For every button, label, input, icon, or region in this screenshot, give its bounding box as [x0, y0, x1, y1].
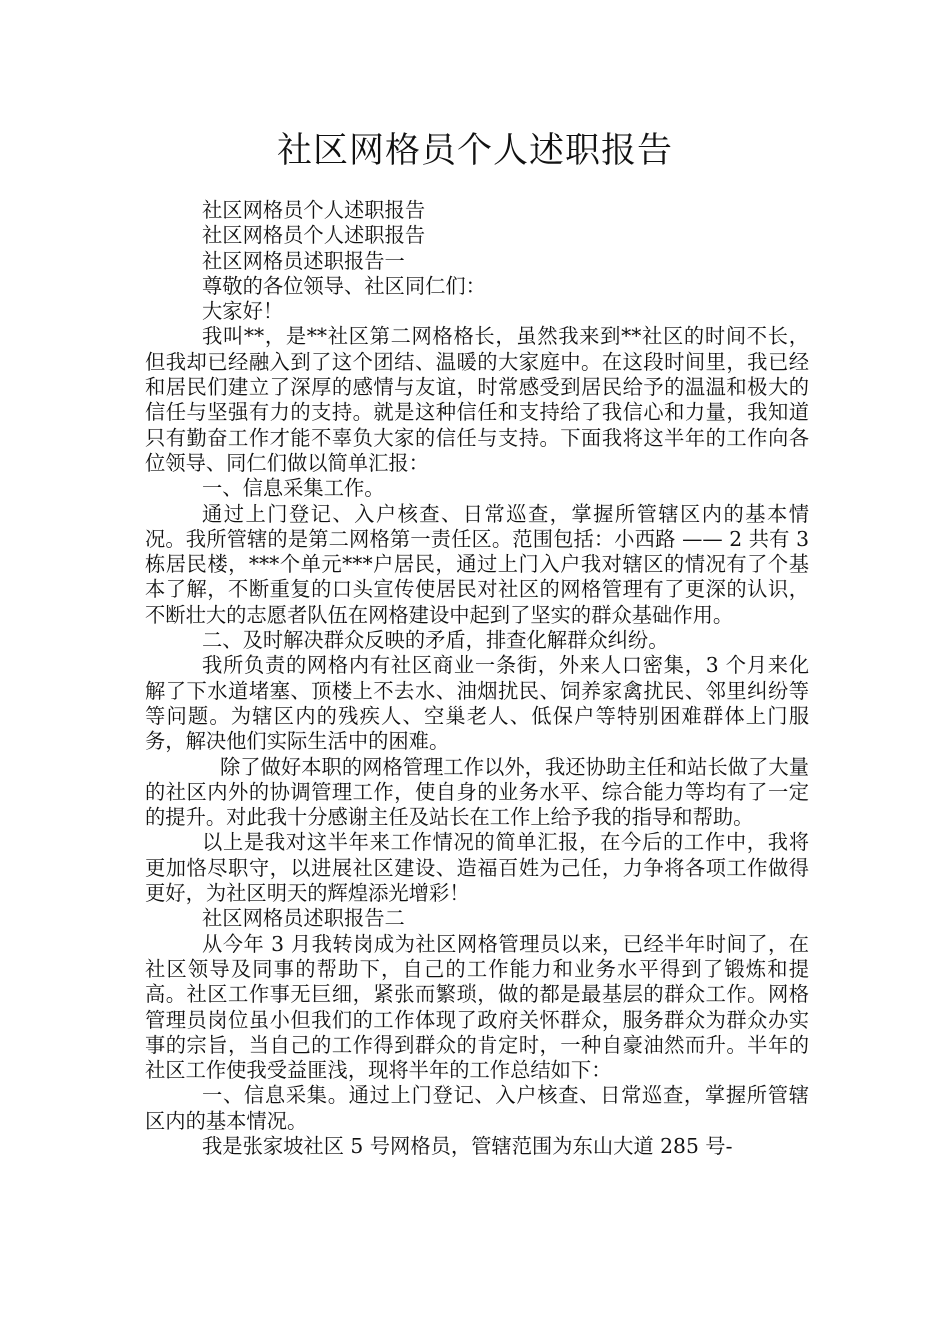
paragraph: 我叫**，是**社区第二网格格长，虽然我来到**社区的时间不长，但我却已经融入到了这个团结、温暖的大家庭中。在这段时间里，我已经和居民们建立了深厚的感情与友谊，时常感受到居民给予的温温和极大的信任与坚强有力的支持。就是这种信任和支持给了我信心和力量，我知道只有勤奋工作才能不辜负大家的信任与支持。下面我将这半年的工作向各位领导、同仁们做以简单汇报： — [145, 324, 809, 475]
paragraph: 通过上门登记、入户核查、日常巡查，掌握所管辖区内的基本情况。我所管辖的是第二网格第一责任区。范围包括：小西路 —— 2 共有 3 栋居民楼，***个单元***户居民，通过上门入户我对辖区的情况有了个基本了解，不断重复的口头宣传使居民对社区的网格管理有了更深的认识，不断壮大的志愿者队伍在网格建设中起到了坚实的群众基础作用。 — [145, 501, 809, 627]
section-heading: 社区网格员述职报告一 — [202, 248, 405, 273]
paragraph: 一、信息采集。通过上门登记、入户核查、日常巡查，掌握所管辖区内的基本情况。 — [145, 1083, 809, 1133]
section-heading: 一、信息采集工作。 — [202, 476, 385, 501]
paragraph: 从今年 3 月我转岗成为社区网格管理员以来，已经半年时间了，在社区领导及同事的帮助下，自己的工作能力和业务水平得到了锻炼和提高。社区工作事无巨细，紧张而繁琐，做的都是最基层的群众工作。网格管理员岗位虽小但我们的工作体现了政府关怀群众，服务群众为群众办实事的宗旨，当自己的工作得到群众的肯定时，一种自豪油然而升。半年的社区工作使我受益匪浅，现将半年的工作总结如下： — [145, 931, 809, 1083]
paragraph: 我是张家坡社区 5 号网格员，管辖范围为东山大道 285 号- — [202, 1133, 733, 1158]
paragraph: 除了做好本职的网格管理工作以外，我还协助主任和站长做了大量的社区内外的协调管理工作，使自身的业务水平、综合能力等均有了一定的提升。对此我十分感谢主任及站长在工作上给予我的指导和帮助。 — [145, 754, 809, 830]
paragraph: 我所负责的网格内有社区商业一条街，外来人口密集，3 个月来化解了下水道堵塞、顶楼上不去水、油烟扰民、饲养家禽扰民、邻里纠纷等等问题。为辖区内的残疾人、空巢老人、低保户等特别困难群体上门服务，解决他们实际生活中的困难。 — [145, 653, 809, 754]
section-heading: 二、及时解决群众反映的矛盾，排查化解群众纠纷。 — [202, 628, 669, 653]
paragraph: 社区网格员个人述职报告 — [202, 198, 426, 222]
paragraph: 以上是我对这半年来工作情况的简单汇报，在今后的工作中，我将更加恪尽职守，以进展社区建设、造福百姓为己任，力争将各项工作做得更好，为社区明天的辉煌添光增彩！ — [145, 830, 809, 906]
document-title: 社区网格员个人述职报告 — [276, 131, 673, 171]
document-body — [145, 198, 809, 1159]
section-heading: 社区网格员述职报告二 — [202, 906, 405, 931]
salutation: 尊敬的各位领导、社区同仁们： — [202, 273, 486, 298]
paragraph: 社区网格员个人述职报告 — [202, 223, 426, 248]
greeting: 大家好！ — [202, 299, 284, 324]
